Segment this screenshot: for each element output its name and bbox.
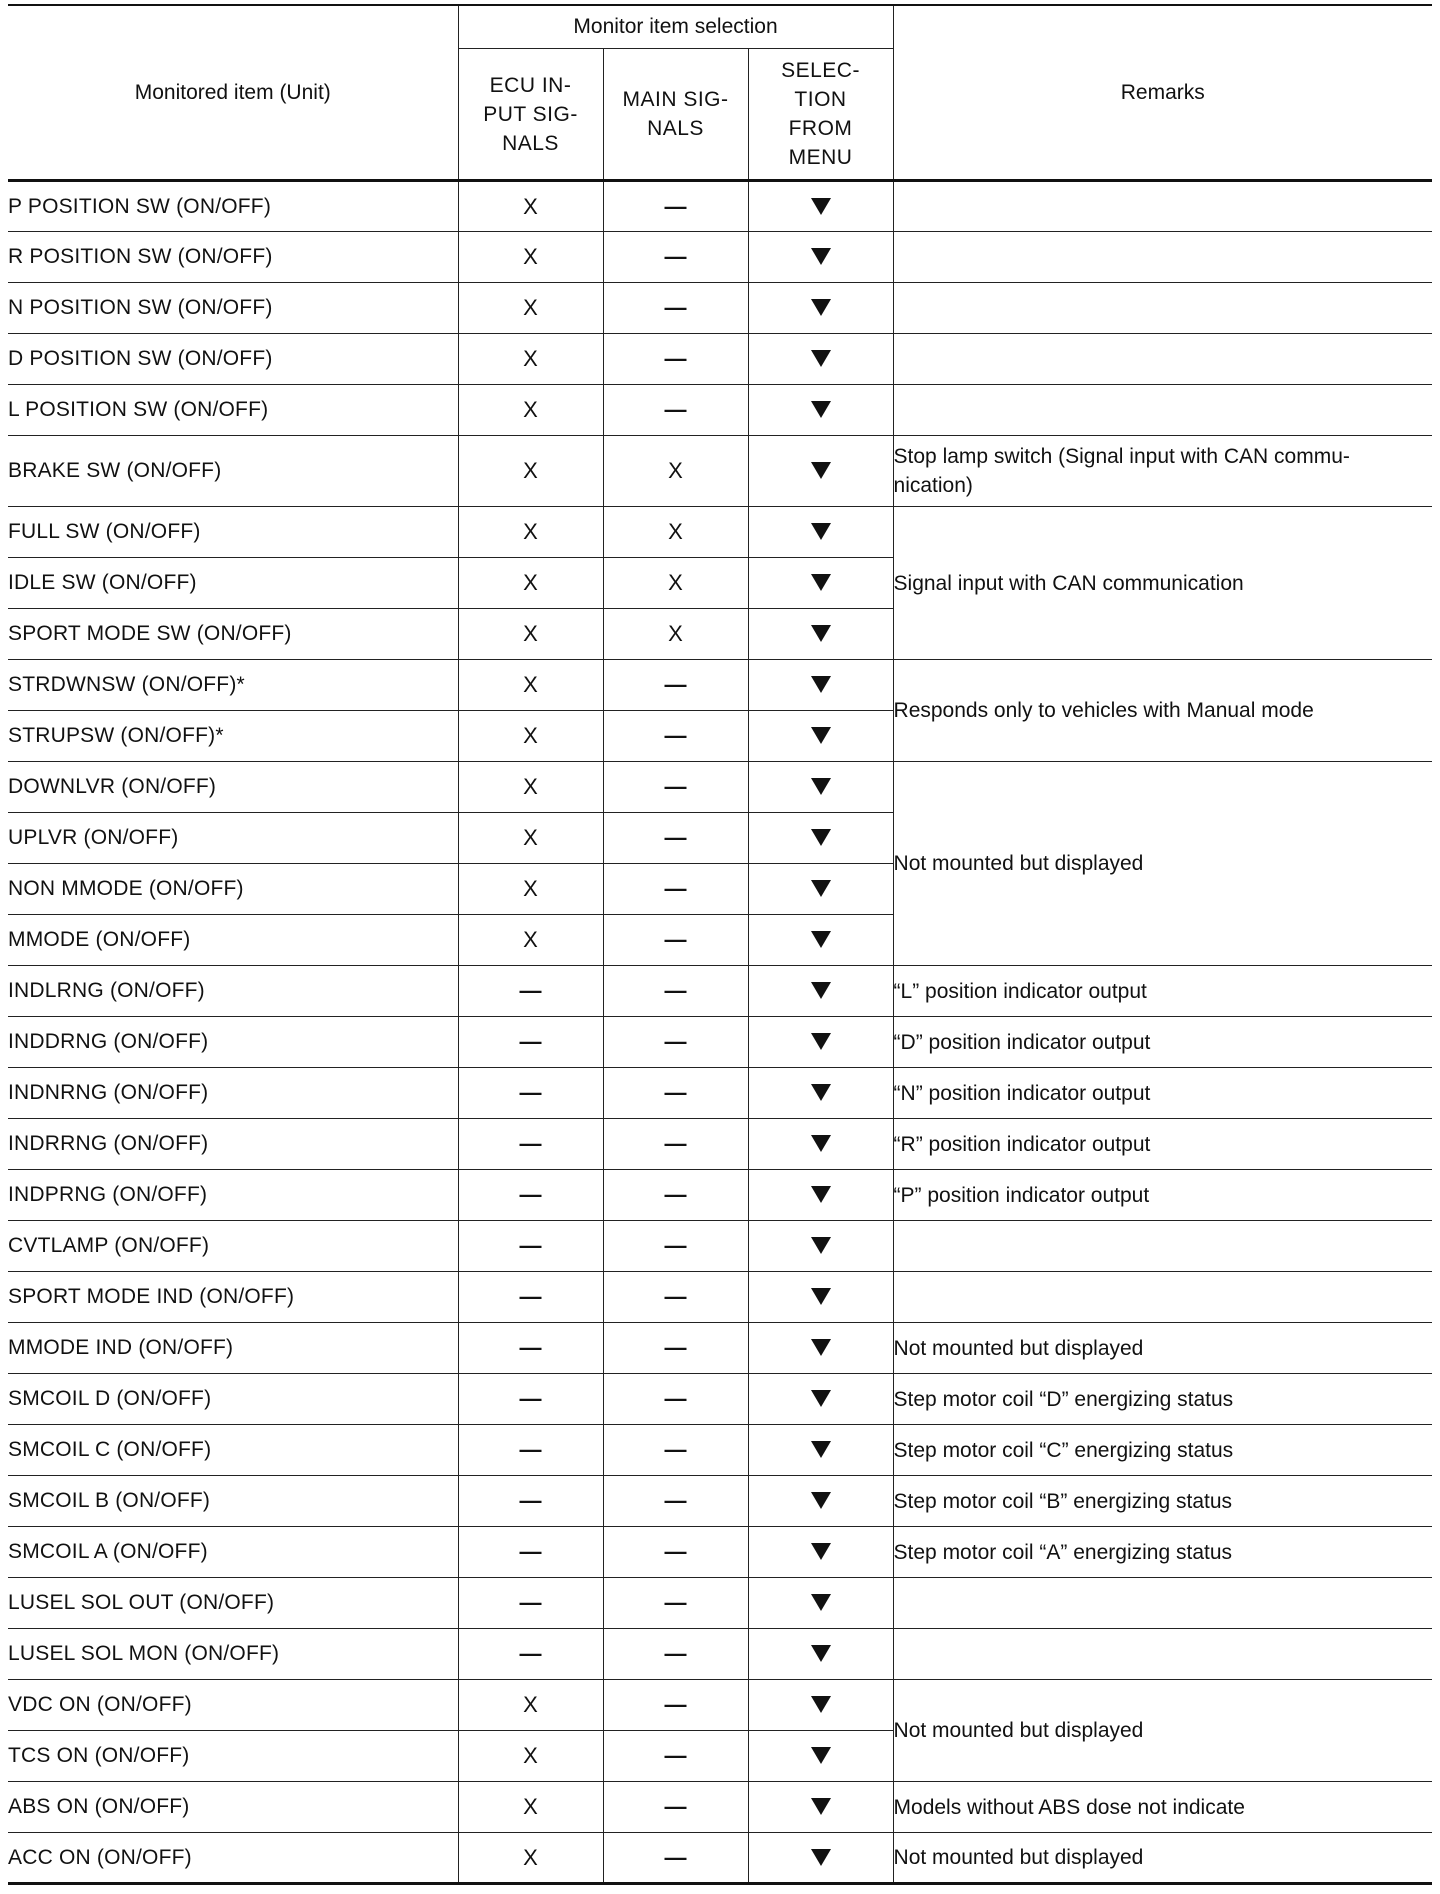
- ecu-input-mark: [458, 1578, 603, 1629]
- dash-mark: —: [664, 1844, 687, 1870]
- monitored-item-cell: P POSITION SW (ON/OFF): [8, 181, 458, 232]
- main-signal-mark: [603, 1476, 748, 1527]
- monitored-item-cell: ABS ON (ON/OFF): [8, 1782, 458, 1833]
- down-triangle-icon: [811, 1441, 831, 1458]
- monitored-item-cell: TCS ON (ON/OFF): [8, 1731, 458, 1782]
- down-triangle-icon: [811, 574, 831, 591]
- dash-mark: —: [664, 1437, 687, 1462]
- dash-mark: —: [519, 1080, 542, 1105]
- table-row: [8, 1272, 1432, 1323]
- dash-mark: —: [664, 244, 687, 269]
- dash-mark: —: [664, 1743, 687, 1768]
- main-signal-mark: [603, 1425, 748, 1476]
- down-triangle-icon: [811, 1747, 831, 1764]
- remarks-cell: “L” position indicator output: [893, 966, 1432, 1017]
- remarks-cell: [893, 232, 1432, 283]
- dash-mark: —: [664, 346, 687, 371]
- selection-menu-mark: [748, 558, 893, 609]
- main-signal-mark: [603, 660, 748, 711]
- monitored-item-cell: SMCOIL A (ON/OFF): [8, 1527, 458, 1578]
- monitored-item-cell: CVTLAMP (ON/OFF): [8, 1221, 458, 1272]
- down-triangle-icon: [811, 350, 831, 367]
- table-row: [8, 181, 1432, 232]
- monitored-item-cell: INDNRNG (ON/OFF): [8, 1068, 458, 1119]
- main-signal-mark: [603, 1578, 748, 1629]
- table-row: [8, 1068, 1432, 1119]
- dash-mark: —: [664, 295, 687, 320]
- selection-menu-mark: [748, 864, 893, 915]
- down-triangle-icon: [811, 778, 831, 795]
- ecu-input-mark: [458, 1119, 603, 1170]
- ecu-input-mark: X: [458, 813, 603, 864]
- selection-menu-mark: [748, 1782, 893, 1833]
- ecu-input-mark: [458, 1221, 603, 1272]
- ecu-input-mark: [458, 1476, 603, 1527]
- monitor-item-selection-header: Monitor item selection: [458, 5, 893, 49]
- main-signal-mark: X: [603, 609, 748, 660]
- ecu-input-mark: [458, 1170, 603, 1221]
- dash-mark: —: [664, 1794, 687, 1819]
- down-triangle-icon: [811, 1186, 831, 1203]
- selection-menu-mark: [748, 1476, 893, 1527]
- ecu-input-mark: X: [458, 1782, 603, 1833]
- down-triangle-icon: [811, 1645, 831, 1662]
- monitored-item-cell: SMCOIL B (ON/OFF): [8, 1476, 458, 1527]
- main-signal-mark: [603, 334, 748, 385]
- remarks-cell: Not mounted but displayed: [893, 762, 1432, 966]
- dash-mark: —: [664, 1488, 687, 1513]
- table-row: [8, 283, 1432, 334]
- dash-mark: —: [519, 1182, 542, 1207]
- dash-mark: —: [519, 1335, 542, 1360]
- remarks-cell: [893, 1221, 1432, 1272]
- table-row: [8, 1425, 1432, 1476]
- dash-mark: —: [664, 1590, 687, 1615]
- table-row: [8, 507, 1432, 558]
- table-row: [8, 1527, 1432, 1578]
- remarks-cell: Not mounted but displayed: [893, 1680, 1432, 1782]
- dash-mark: —: [519, 1284, 542, 1309]
- down-triangle-icon: [811, 1288, 831, 1305]
- selection-menu-mark: [748, 660, 893, 711]
- down-triangle-icon: [811, 1237, 831, 1254]
- remarks-cell: “P” position indicator output: [893, 1170, 1432, 1221]
- remarks-cell: [893, 181, 1432, 232]
- selection-menu-mark: [748, 334, 893, 385]
- monitored-item-cell: SPORT MODE SW (ON/OFF): [8, 609, 458, 660]
- monitored-item-cell: STRUPSW (ON/OFF)*: [8, 711, 458, 762]
- monitored-item-cell: BRAKE SW (ON/OFF): [8, 436, 458, 507]
- remarks-cell: “D” position indicator output: [893, 1017, 1432, 1068]
- ecu-input-mark: [458, 966, 603, 1017]
- dash-mark: —: [664, 723, 687, 748]
- main-signal-mark: [603, 864, 748, 915]
- main-signal-mark: [603, 1272, 748, 1323]
- monitored-item-header: Monitored item (Unit): [8, 5, 458, 181]
- dash-mark: —: [664, 1182, 687, 1207]
- monitored-item-cell: SMCOIL D (ON/OFF): [8, 1374, 458, 1425]
- selection-menu-mark: [748, 1833, 893, 1884]
- selection-menu-mark: [748, 1170, 893, 1221]
- selection-menu-mark: [748, 1323, 893, 1374]
- ecu-input-mark: X: [458, 1731, 603, 1782]
- monitored-item-cell: DOWNLVR (ON/OFF): [8, 762, 458, 813]
- table-row: [8, 1680, 1432, 1731]
- main-signal-mark: X: [603, 436, 748, 507]
- down-triangle-icon: [811, 727, 831, 744]
- selection-menu-mark: [748, 1119, 893, 1170]
- main-signal-mark: [603, 1782, 748, 1833]
- table-row: [8, 1323, 1432, 1374]
- main-signal-mark: [603, 711, 748, 762]
- table-row: [8, 1374, 1432, 1425]
- down-triangle-icon: [811, 1084, 831, 1101]
- ecu-input-mark: X: [458, 609, 603, 660]
- remarks-cell: [893, 1272, 1432, 1323]
- dash-mark: —: [519, 1488, 542, 1513]
- remarks-cell: Not mounted but displayed: [893, 1323, 1432, 1374]
- selection-menu-mark: [748, 813, 893, 864]
- remarks-cell: [893, 1578, 1432, 1629]
- ecu-input-mark: X: [458, 232, 603, 283]
- dash-mark: —: [664, 1386, 687, 1411]
- dash-mark: —: [519, 1386, 542, 1411]
- down-triangle-icon: [811, 1135, 831, 1152]
- remarks-cell: [893, 1629, 1432, 1680]
- selection-menu-mark: [748, 283, 893, 334]
- selection-from-menu-header: SELEC- TION FROM MENU: [748, 49, 893, 181]
- monitored-item-cell: LUSEL SOL OUT (ON/OFF): [8, 1578, 458, 1629]
- remarks-cell: [893, 283, 1432, 334]
- dash-mark: —: [664, 1692, 687, 1717]
- main-signal-mark: [603, 762, 748, 813]
- ecu-input-mark: [458, 1017, 603, 1068]
- ecu-input-mark: X: [458, 507, 603, 558]
- main-signal-mark: [603, 915, 748, 966]
- selection-menu-mark: [748, 1272, 893, 1323]
- table-row: [8, 966, 1432, 1017]
- ecu-input-mark: X: [458, 558, 603, 609]
- monitored-item-cell: L POSITION SW (ON/OFF): [8, 385, 458, 436]
- monitored-item-cell: D POSITION SW (ON/OFF): [8, 334, 458, 385]
- down-triangle-icon: [811, 1594, 831, 1611]
- down-triangle-icon: [811, 829, 831, 846]
- monitored-item-cell: MMODE IND (ON/OFF): [8, 1323, 458, 1374]
- remarks-cell: Signal input with CAN communication: [893, 507, 1432, 660]
- monitored-item-cell: FULL SW (ON/OFF): [8, 507, 458, 558]
- down-triangle-icon: [811, 523, 831, 540]
- selection-menu-mark: [748, 1425, 893, 1476]
- dash-mark: —: [664, 927, 687, 952]
- dash-mark: —: [664, 1335, 687, 1360]
- selection-menu-mark: [748, 1731, 893, 1782]
- down-triangle-icon: [811, 1033, 831, 1050]
- selection-menu-mark: [748, 1578, 893, 1629]
- main-signal-mark: [603, 1068, 748, 1119]
- down-triangle-icon: [811, 198, 831, 215]
- table-row: [8, 1119, 1432, 1170]
- remarks-cell: Not mounted but displayed: [893, 1833, 1432, 1884]
- main-signal-mark: [603, 385, 748, 436]
- main-signal-mark: [603, 181, 748, 232]
- main-signal-mark: [603, 1680, 748, 1731]
- ecu-input-mark: [458, 1629, 603, 1680]
- ecu-input-mark: X: [458, 1833, 603, 1884]
- remarks-cell: “R” position indicator output: [893, 1119, 1432, 1170]
- selection-menu-mark: [748, 1068, 893, 1119]
- ecu-input-mark: [458, 1068, 603, 1119]
- main-signal-mark: X: [603, 507, 748, 558]
- monitored-item-cell: MMODE (ON/OFF): [8, 915, 458, 966]
- selection-menu-mark: [748, 181, 893, 232]
- down-triangle-icon: [811, 1849, 831, 1866]
- table-row: [8, 1221, 1432, 1272]
- table-row: [8, 660, 1432, 711]
- monitored-item-cell: NON MMODE (ON/OFF): [8, 864, 458, 915]
- ecu-input-mark: X: [458, 762, 603, 813]
- monitored-item-cell: R POSITION SW (ON/OFF): [8, 232, 458, 283]
- monitored-item-cell: INDRRNG (ON/OFF): [8, 1119, 458, 1170]
- dash-mark: —: [664, 1131, 687, 1156]
- main-signal-mark: [603, 1833, 748, 1884]
- monitor-item-table: [8, 4, 1432, 1885]
- dash-mark: —: [664, 978, 687, 1003]
- table-row: [8, 1629, 1432, 1680]
- main-signal-mark: [603, 1629, 748, 1680]
- dash-mark: —: [664, 1233, 687, 1258]
- remarks-cell: Models without ABS dose not indicate: [893, 1782, 1432, 1833]
- down-triangle-icon: [811, 982, 831, 999]
- down-triangle-icon: [811, 1696, 831, 1713]
- remarks-cell: Step motor coil “D” energizing status: [893, 1374, 1432, 1425]
- table-row: [8, 1476, 1432, 1527]
- dash-mark: —: [519, 978, 542, 1003]
- down-triangle-icon: [811, 1543, 831, 1560]
- main-signal-mark: [603, 1119, 748, 1170]
- remarks-cell: Step motor coil “C” energizing status: [893, 1425, 1432, 1476]
- down-triangle-icon: [811, 1339, 831, 1356]
- monitored-item-cell: VDC ON (ON/OFF): [8, 1680, 458, 1731]
- ecu-input-mark: X: [458, 283, 603, 334]
- dash-mark: —: [664, 1539, 687, 1564]
- remarks-header: Remarks: [893, 5, 1432, 181]
- remarks-cell: Step motor coil “B” energizing status: [893, 1476, 1432, 1527]
- main-signal-mark: [603, 1731, 748, 1782]
- remarks-cell: Stop lamp switch (Signal input with CAN commu- nication): [893, 436, 1432, 507]
- selection-menu-mark: [748, 1017, 893, 1068]
- dash-mark: —: [664, 1029, 687, 1054]
- down-triangle-icon: [811, 462, 831, 479]
- remarks-cell: [893, 385, 1432, 436]
- table-row: [8, 232, 1432, 283]
- monitored-item-cell: UPLVR (ON/OFF): [8, 813, 458, 864]
- down-triangle-icon: [811, 931, 831, 948]
- main-signal-mark: [603, 813, 748, 864]
- remarks-cell: Step motor coil “A” energizing status: [893, 1527, 1432, 1578]
- dash-mark: —: [664, 1284, 687, 1309]
- dash-mark: —: [664, 876, 687, 901]
- dash-mark: —: [664, 1641, 687, 1666]
- dash-mark: —: [519, 1641, 542, 1666]
- dash-mark: —: [664, 1080, 687, 1105]
- down-triangle-icon: [811, 880, 831, 897]
- main-signal-mark: [603, 1374, 748, 1425]
- ecu-input-mark: [458, 1374, 603, 1425]
- monitored-item-cell: INDLRNG (ON/OFF): [8, 966, 458, 1017]
- table-body: [8, 181, 1432, 1884]
- dash-mark: —: [519, 1029, 542, 1054]
- dash-mark: —: [519, 1437, 542, 1462]
- dash-mark: —: [664, 193, 687, 219]
- selection-menu-mark: [748, 711, 893, 762]
- main-signal-mark: [603, 1527, 748, 1578]
- down-triangle-icon: [811, 1390, 831, 1407]
- ecu-input-mark: X: [458, 915, 603, 966]
- down-triangle-icon: [811, 401, 831, 418]
- ecu-input-mark: X: [458, 711, 603, 762]
- ecu-input-mark: [458, 1527, 603, 1578]
- dash-mark: —: [519, 1539, 542, 1564]
- ecu-input-signals-header: ECU IN- PUT SIG- NALS: [458, 49, 603, 181]
- main-signal-mark: [603, 966, 748, 1017]
- ecu-input-mark: [458, 1425, 603, 1476]
- ecu-input-mark: X: [458, 385, 603, 436]
- main-signal-mark: [603, 1221, 748, 1272]
- selection-menu-mark: [748, 1629, 893, 1680]
- selection-menu-mark: [748, 966, 893, 1017]
- main-signal-mark: [603, 1323, 748, 1374]
- selection-menu-mark: [748, 915, 893, 966]
- main-signals-header: MAIN SIG- NALS: [603, 49, 748, 181]
- main-signal-mark: [603, 232, 748, 283]
- table-row: [8, 334, 1432, 385]
- main-signal-mark: [603, 1170, 748, 1221]
- monitored-item-cell: N POSITION SW (ON/OFF): [8, 283, 458, 334]
- dash-mark: —: [664, 397, 687, 422]
- selection-menu-mark: [748, 1221, 893, 1272]
- down-triangle-icon: [811, 299, 831, 316]
- dash-mark: —: [664, 825, 687, 850]
- remarks-cell: “N” position indicator output: [893, 1068, 1432, 1119]
- ecu-input-mark: X: [458, 334, 603, 385]
- ecu-input-mark: X: [458, 864, 603, 915]
- main-signal-mark: [603, 1017, 748, 1068]
- dash-mark: —: [519, 1131, 542, 1156]
- selection-menu-mark: [748, 1680, 893, 1731]
- down-triangle-icon: [811, 1492, 831, 1509]
- table-row: [8, 1833, 1432, 1884]
- main-signal-mark: X: [603, 558, 748, 609]
- monitored-item-cell: IDLE SW (ON/OFF): [8, 558, 458, 609]
- table-row: [8, 1170, 1432, 1221]
- down-triangle-icon: [811, 676, 831, 693]
- monitored-item-cell: INDDRNG (ON/OFF): [8, 1017, 458, 1068]
- dash-mark: —: [519, 1590, 542, 1615]
- ecu-input-mark: [458, 1272, 603, 1323]
- main-signal-mark: [603, 283, 748, 334]
- table-row: [8, 1017, 1432, 1068]
- monitored-item-cell: INDPRNG (ON/OFF): [8, 1170, 458, 1221]
- ecu-input-mark: X: [458, 1680, 603, 1731]
- dash-mark: —: [519, 1233, 542, 1258]
- remarks-cell: [893, 334, 1432, 385]
- table-row: [8, 762, 1432, 813]
- monitored-item-cell: ACC ON (ON/OFF): [8, 1833, 458, 1884]
- ecu-input-mark: X: [458, 181, 603, 232]
- selection-menu-mark: [748, 507, 893, 558]
- down-triangle-icon: [811, 625, 831, 642]
- table-row: [8, 1578, 1432, 1629]
- ecu-input-mark: [458, 1323, 603, 1374]
- down-triangle-icon: [811, 1798, 831, 1815]
- table-row: [8, 385, 1432, 436]
- ecu-input-mark: X: [458, 436, 603, 507]
- monitored-item-cell: SPORT MODE IND (ON/OFF): [8, 1272, 458, 1323]
- monitored-item-cell: STRDWNSW (ON/OFF)*: [8, 660, 458, 711]
- selection-menu-mark: [748, 1527, 893, 1578]
- ecu-input-mark: X: [458, 660, 603, 711]
- down-triangle-icon: [811, 248, 831, 265]
- selection-menu-mark: [748, 232, 893, 283]
- selection-menu-mark: [748, 436, 893, 507]
- dash-mark: —: [664, 672, 687, 697]
- selection-menu-mark: [748, 762, 893, 813]
- selection-menu-mark: [748, 385, 893, 436]
- monitored-item-cell: LUSEL SOL MON (ON/OFF): [8, 1629, 458, 1680]
- table-row: [8, 1782, 1432, 1833]
- monitored-item-cell: SMCOIL C (ON/OFF): [8, 1425, 458, 1476]
- dash-mark: —: [664, 774, 687, 799]
- remarks-cell: Responds only to vehicles with Manual mode: [893, 660, 1432, 762]
- table-row: [8, 436, 1432, 507]
- selection-menu-mark: [748, 1374, 893, 1425]
- selection-menu-mark: [748, 609, 893, 660]
